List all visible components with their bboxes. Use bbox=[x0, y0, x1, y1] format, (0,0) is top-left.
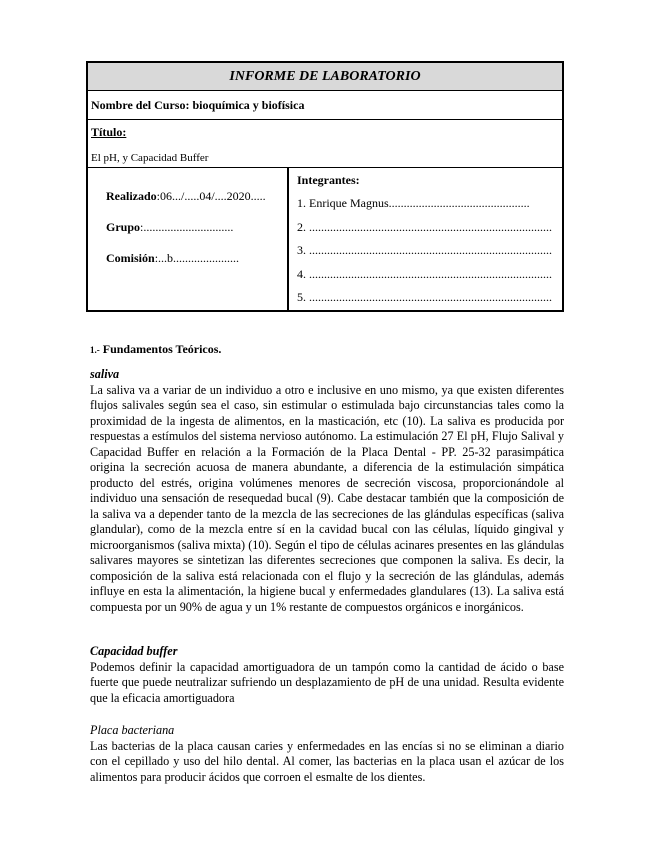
saliva-paragraph: La saliva va a variar de un individuo a otro e inclusive en uno mismo, ya que existen diferentes flujos salivales según sea el caso, sin estimular o estimulada bajo circunstancias tales como la proximidad de la ingesta de alimentos, en la masticación, etc (10). La saliva es producida por respuestas a estímulos del sistema nervioso autónomo. La estimulación 27 El pH, Flujo Salival y Capacidad Buffer en relación a la Formación de la Placa Dental - PP. 25-32 parasimpática origina la secreción acuosa de manera abundante, a diferencia de la estimulación simpática producto del estrés, origina volúmenes menores de secreción viscosa, proporcionándole al individuo una sensación de resequedad bucal (9). Cabe destacar también que la composición de la saliva va a depender tanto de la mezcla de las secreciones de las glándulas específicas (saliva glandular), como de la mezcla entre sí en la cavidad bucal con las células, líquido gingival y microorganismos (saliva mixta) (10). Según el tipo de células acinares presentes en las glándulas salivares mayores se sintetizan las diferentes secreciones que componen la saliva. Es decir, la composición de la saliva está relacionada con el flujo y la secreción de las glándulas, además influye en esta la alimentación, la higiene bucal y enfermedades glandulares (13). La saliva está compuesta por un 90% de agua y un 1% restante de compuestos orgánicos e inorgánicos. bbox=[90, 382, 564, 614]
meta-cell bbox=[88, 168, 289, 310]
integrante-item: 2. ................................................................................. bbox=[297, 219, 552, 234]
course-name: Nombre del Curso: bioquímica y biofísica bbox=[88, 91, 562, 120]
buffer-heading: Capacidad buffer bbox=[90, 644, 178, 658]
comision-label: Comisión bbox=[106, 251, 155, 265]
realizado-label: Realizado bbox=[106, 189, 157, 203]
placa-heading: Placa bacteriana bbox=[90, 723, 175, 737]
realizado-field bbox=[106, 189, 266, 204]
section-title: Fundamentos Teóricos. bbox=[102, 342, 222, 356]
placa-section bbox=[90, 723, 564, 785]
title-cell bbox=[88, 120, 562, 168]
comision-value: :...b...................... bbox=[154, 251, 240, 265]
report-title: INFORME DE LABORATORIO bbox=[88, 63, 562, 91]
buffer-paragraph: Podemos definir la capacidad amortiguadora de un tampón como la cantidad de ácido o base fuerte que puede neutralizar sufriendo un desplazamiento de pH de una unidad. Resulta evidente que la eficacia amortiguadora bbox=[90, 659, 564, 705]
saliva-section bbox=[90, 367, 564, 615]
details-row bbox=[88, 168, 562, 310]
integrantes-cell bbox=[289, 168, 562, 310]
realizado-value: :06.../.....04/....2020..... bbox=[156, 189, 266, 203]
integrante-item: 1. Enrique Magnus............................................... bbox=[297, 196, 530, 210]
placa-paragraph: Las bacterias de la placa causan caries y enfermedades en las encías si no se eliminan a diario con el cepillado y uso del hilo dental. Al comer, las bacterias en la placa usan el azúcar de los alimentos para producir ácidos que corroen el esmalte de los dientes. bbox=[90, 738, 564, 784]
integrante-item: 3. ................................................................................. bbox=[297, 243, 552, 257]
saliva-heading: saliva bbox=[90, 367, 120, 381]
section-heading bbox=[90, 342, 221, 357]
grupo-field bbox=[106, 220, 233, 235]
report-header-table bbox=[86, 61, 564, 312]
grupo-label: Grupo bbox=[106, 220, 141, 234]
integrantes-label: Integrantes: bbox=[297, 173, 360, 187]
integrantes-list bbox=[297, 195, 565, 313]
buffer-section bbox=[90, 644, 564, 706]
grupo-value: :.............................. bbox=[140, 220, 234, 234]
titulo-label: Título: bbox=[91, 125, 127, 139]
section-number: 1.- bbox=[90, 345, 100, 355]
comision-field bbox=[106, 251, 239, 266]
integrante-item: 4. ................................................................................. bbox=[297, 266, 552, 281]
titulo-value: El pH, y Capacidad Buffer bbox=[91, 152, 209, 164]
integrante-item: 5. ................................................................................. bbox=[297, 290, 552, 304]
